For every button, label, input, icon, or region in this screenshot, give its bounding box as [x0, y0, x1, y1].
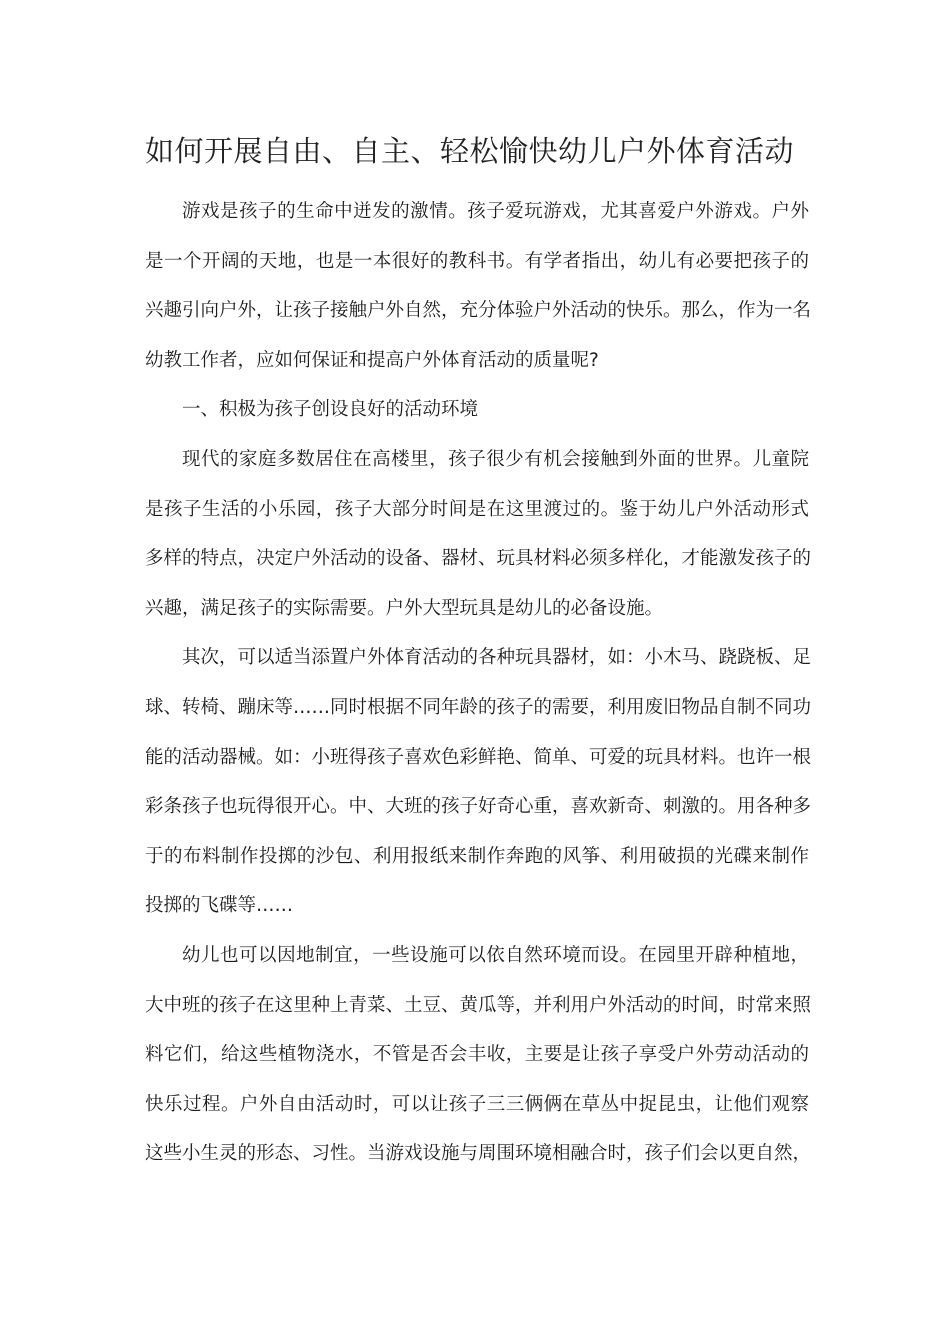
text-line: 料它们，给这些植物浇水，不管是否会丰收，主要是让孩子享受户外劳动活动的 — [145, 1044, 809, 1066]
paragraph — [145, 187, 812, 385]
text-line: 于的布料制作投掷的沙包、利用报纸来制作奔跑的风筝、利用破损的光碟来制作 — [145, 845, 809, 867]
text-line: 是孩子生活的小乐园，孩子大部分时间是在这里渡过的。鉴于幼儿户外活动形式 — [145, 498, 809, 520]
text-line: 一、积极为孩子创设良好的活动环境 — [182, 399, 479, 421]
text-line: 幼教工作者，应如何保证和提高户外体育活动的质量呢? — [145, 349, 599, 371]
text-line: 现代的家庭多数居住在高楼里，孩子很少有机会接触到外面的世界。儿童院 — [182, 448, 809, 470]
paragraph — [145, 435, 812, 633]
text-line: 能的活动器械。如：小班得孩子喜欢色彩鲜艳、简单、可爱的玩具材料。也许一根 — [145, 746, 812, 768]
document-body — [145, 187, 812, 1179]
paragraph — [145, 633, 812, 931]
text-line: 彩条孩子也玩得很开心。中、大班的孩子好奇心重，喜欢新奇、刺激的。用各种多 — [145, 796, 812, 818]
section-heading — [145, 385, 809, 435]
text-line: 其次，可以适当添置户外体育活动的各种玩具器材，如：小木马、跷跷板、足 — [182, 647, 812, 669]
document-title: 如何开展自由、自主、轻松愉快幼儿户外体育活动 — [145, 134, 795, 168]
text-line: 球、转椅、蹦床等……同时根据不同年龄的孩子的需要，利用废旧物品自制不同功 — [145, 696, 812, 718]
text-line: 这些小生灵的形态、习性。当游戏设施与周围环境相融合时，孩子们会以更自然， — [145, 1143, 812, 1165]
paragraph — [145, 931, 812, 1179]
text-line: 多样的特点，决定户外活动的设备、器材、玩具材料必须多样化，才能激发孩子的 — [145, 548, 812, 570]
text-line: 兴趣引向户外，让孩子接触户外自然，充分体验户外活动的快乐。那么，作为一名 — [145, 300, 812, 322]
text-line: 投掷的飞碟等…… — [145, 895, 294, 917]
text-line: 快乐过程。户外自由活动时，可以让孩子三三俩俩在草丛中捉昆虫，让他们观察 — [145, 1093, 809, 1115]
text-line: 大中班的孩子在这里种上青菜、土豆、黄瓜等，并利用户外活动的时间，时常来照 — [145, 994, 812, 1016]
text-line: 是一个开阔的天地，也是一本很好的教科书。有学者指出，幼儿有必要把孩子的 — [145, 250, 809, 272]
text-line: 游戏是孩子的生命中迸发的激情。孩子爱玩游戏，尤其喜爱户外游戏。户外 — [182, 201, 809, 222]
text-line: 兴趣，满足孩子的实际需要。户外大型玩具是幼儿的必备设施。 — [145, 597, 664, 619]
text-line: 幼儿也可以因地制宜，一些设施可以依自然环境而设。在园里开辟种植地， — [182, 944, 809, 966]
